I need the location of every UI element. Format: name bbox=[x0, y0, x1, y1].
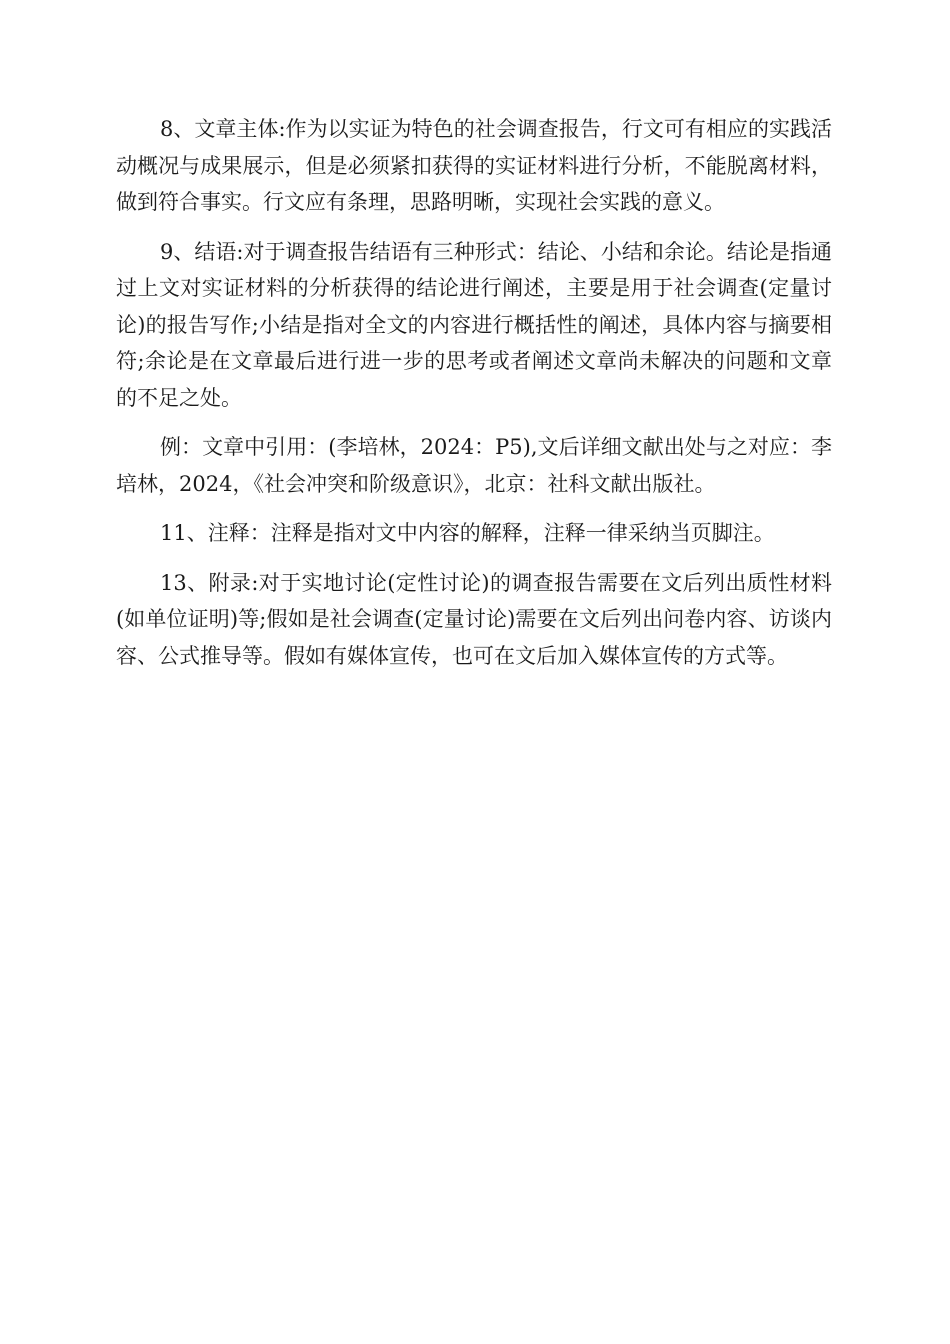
paragraph-notes: 11、注释：注释是指对文中内容的解释，注释一律采纳当页脚注。 bbox=[160, 521, 775, 545]
document-body bbox=[116, 111, 832, 687]
paragraph-citation-example: 例：文章中引用：(李培林，2024：P5),文后详细文献出处与之对应：李培林，2024，《社会冲突和阶级意识》，北京：社科文献出版社。 bbox=[116, 435, 832, 496]
paragraph-main-body: 8、文章主体:作为以实证为特色的社会调查报告，行文可有相应的实践活动概况与成果展示，但是必须紧扣获得的实证材料进行分析，不能脱离材料，做到符合事实。行文应有条理，思路明晰，实现社会实践的意义。 bbox=[116, 117, 832, 214]
paragraph-conclusion: 9、结语:对于调查报告结语有三种形式：结论、小结和余论。结论是指通过上文对实证材料的分析获得的结论进行阐述，主要是用于社会调查(定量讨论)的报告写作;小结是指对全文的内容进行概括性的阐述，具体内容与摘要相符;余论是在文章最后进行进一步的思考或者阐述文章尚未解决的问题和文章的不足之处。 bbox=[116, 239, 832, 410]
paragraph-appendix: 13、附录:对于实地讨论(定性讨论)的调查报告需要在文后列出质性材料(如单位证明)等;假如是社会调查(定量讨论)需要在文后列出问卷内容、访谈内容、公式推导等。假如有媒体宣传，也可在文后加入媒体宣传的方式等。 bbox=[116, 570, 832, 668]
